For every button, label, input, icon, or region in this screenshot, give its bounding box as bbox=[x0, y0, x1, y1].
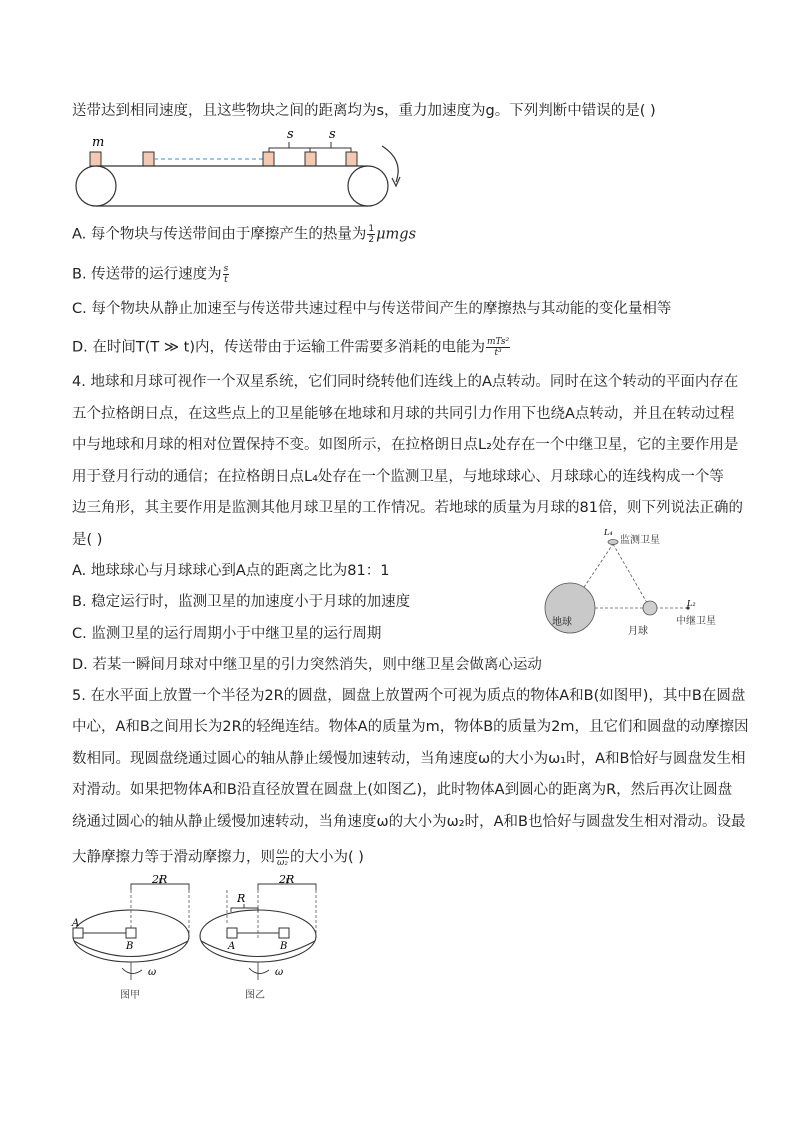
block bbox=[143, 152, 154, 166]
object-b bbox=[126, 928, 136, 938]
block bbox=[305, 152, 316, 166]
q5-line-5: 绕通过圆心的轴从静止缓慢加速转动，当角速度ω的大小为ω₂时，A和B也恰好与圆盘发生相对滑动。设最 bbox=[72, 814, 746, 830]
spacing-label-1: s bbox=[287, 127, 294, 142]
object-a-label: A bbox=[228, 941, 236, 952]
spacing-label-2: s bbox=[329, 127, 336, 142]
q3-option-c: C. 每个物块从静止加速至与传送带共速过程中与传送带间产生的摩擦热与其动能的变化量相等 bbox=[72, 301, 672, 317]
omega-arrow bbox=[249, 968, 269, 974]
relay-satellite-label: 中继卫星 bbox=[676, 616, 716, 627]
l2-label: L₂ bbox=[687, 599, 696, 608]
q5-line-1: 5. 在水平面上放置一个半径为2R的圆盘，圆盘上放置两个可视为质点的物体A和B(如图甲)，其中B在圆盘 bbox=[72, 688, 746, 704]
object-a bbox=[227, 928, 237, 938]
monitor-satellite-icon bbox=[608, 540, 618, 545]
earth-label: 地球 bbox=[552, 617, 572, 628]
disk-figures bbox=[64, 868, 340, 1006]
q5-line-2: 中心，A和B之间用长为2R的轻绳连结。物体A的质量为m，物体B的质量为2m，且它们和圆盘的动摩擦因 bbox=[72, 719, 749, 735]
monitor-satellite-label: 监测卫星 bbox=[620, 535, 660, 546]
dim-2r-label: 2R bbox=[279, 873, 295, 886]
q5-line-4: 对滑动。如果把物体A和B沿直径放置在圆盘上(如图乙)，此时物体A到圆心的距离为R，然后再次让圆盘 bbox=[72, 782, 733, 798]
q4-line-5: 边三角形，其主要作用是监测其他月球卫星的工作情况。若地球的质量为月球的81倍，则下列说法正确的 bbox=[72, 500, 743, 516]
q3-option-a: A. 每个物块与传送带间由于摩擦产生的热量为 $\frac{1}{2}$ μmgs bbox=[72, 224, 417, 245]
left-roller bbox=[76, 166, 116, 206]
q3-stem: 送带达到相同速度，且这些物块之间的距离均为s，重力加速度为g。下列判断中错误的是( ) bbox=[72, 103, 656, 119]
object-a bbox=[73, 928, 83, 938]
moon-label: 月球 bbox=[628, 626, 648, 637]
figure-yi bbox=[200, 873, 316, 1001]
q4-line-3: 中与地球和月球的相对位置保持不变。如图所示，在拉格朗日点L₂处存在一个中继卫星，它的主要作用是 bbox=[72, 437, 739, 453]
q4-line-4: 用于登月行动的通信；在拉格朗日点L₄处存在一个监测卫星，与地球球心、月球球心的连线构成一个等 bbox=[72, 469, 724, 485]
q3-option-d: D. 在时间T(T ≫ t)内，传送带由于运输工件需要多消耗的电能为 $\frac{\text{mTs²}}{\text{t³}}$ bbox=[72, 337, 510, 358]
q4-option-a: A. 地球球心与月球球心到A点的距离之比为81：1 bbox=[72, 563, 390, 579]
object-a-label: A bbox=[72, 918, 80, 929]
fraction: $\frac{1}{2}$ bbox=[368, 224, 375, 245]
object-b-label: B bbox=[280, 941, 288, 952]
right-roller bbox=[348, 166, 388, 206]
fraction: $\frac{\text{mTs²}}{\text{t³}}$ bbox=[487, 337, 510, 358]
conveyor-belt-figure bbox=[70, 124, 410, 212]
dim-r-label: R bbox=[237, 892, 246, 905]
q5-line-3: 数相同。现圆盘绕通过圆心的轴从静止缓慢加速转动，当角速度ω的大小为ω₁时，A和B恰好与圆盘发生相 bbox=[72, 751, 746, 767]
l4-label: L₄ bbox=[604, 528, 613, 537]
caption-yi: 图乙 bbox=[245, 990, 265, 1001]
block bbox=[346, 152, 357, 166]
omega-label: ω bbox=[148, 967, 157, 978]
q4-line-1: 4. 地球和月球可视作一个双星系统，它们同时绕转他们连线上的A点转动。同时在这个转动的平面内存在 bbox=[72, 374, 739, 390]
q5-line-6: 大静摩擦力等于滑动摩擦力，则 $\frac{\text{ω₁}}{\text{ω₂}}$ 的大小为( ) bbox=[72, 847, 364, 868]
block bbox=[90, 152, 101, 166]
omega-arrow bbox=[122, 968, 142, 974]
object-b-label: B bbox=[126, 941, 134, 952]
spacing-brace-1 bbox=[269, 142, 310, 154]
dim-2r-label: 2R bbox=[152, 873, 168, 886]
q3-option-b: B. 传送带的运行速度为 $\frac{s}{t}$ bbox=[72, 264, 229, 285]
moon-icon bbox=[643, 601, 657, 615]
omega-label: ω bbox=[275, 967, 284, 978]
q4-option-d: D. 若某一瞬间月球对中继卫星的引力突然消失，则中继卫星会做离心运动 bbox=[72, 657, 542, 673]
q4-line-2: 五个拉格朗日点，在这些点上的卫星能够在地球和月球的共同引力作用下也绕A点转动，并且在转动过程 bbox=[72, 406, 735, 422]
block bbox=[263, 152, 274, 166]
mass-label: m bbox=[92, 135, 105, 150]
q4-option-c: C. 监测卫星的运行周期小于中继卫星的运行周期 bbox=[72, 626, 382, 642]
fraction: $\frac{\text{ω₁}}{\text{ω₂}}$ bbox=[277, 847, 288, 868]
q4-line-6: 是( ) bbox=[72, 532, 103, 548]
object-b bbox=[279, 928, 289, 938]
q4-option-b: B. 稳定运行时，监测卫星的加速度小于月球的加速度 bbox=[72, 594, 411, 610]
lagrange-points-figure bbox=[540, 524, 730, 642]
fraction: $\frac{s}{t}$ bbox=[223, 264, 229, 285]
caption-jia: 图甲 bbox=[120, 990, 140, 1001]
figure-jia bbox=[71, 873, 189, 1001]
